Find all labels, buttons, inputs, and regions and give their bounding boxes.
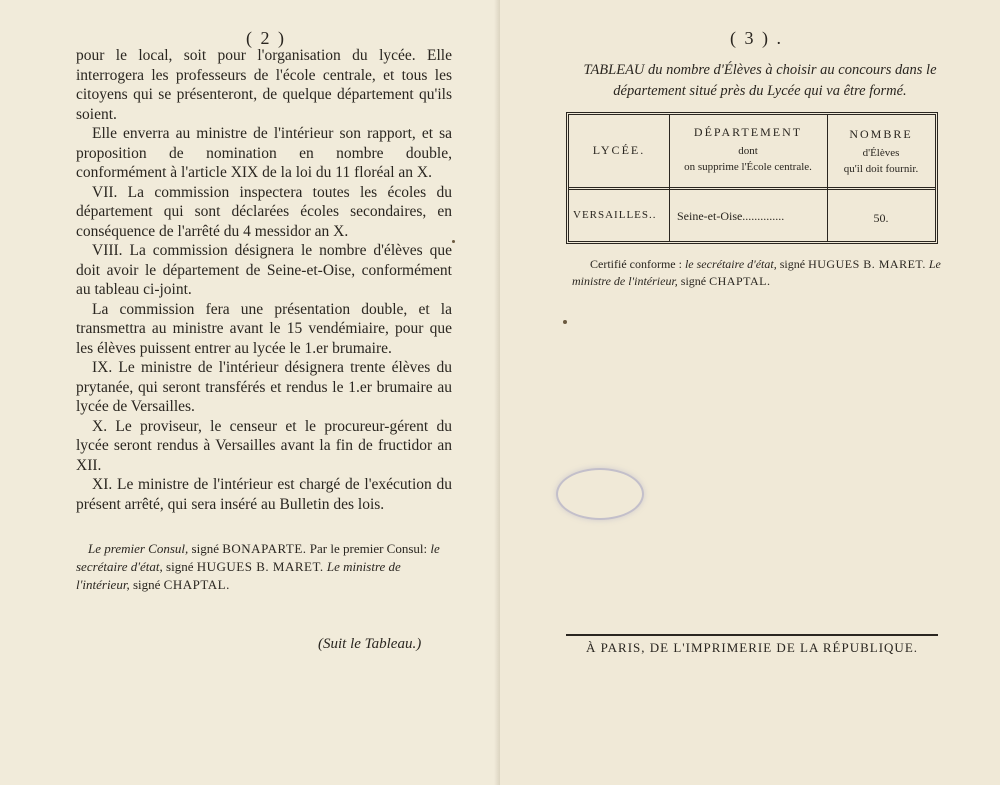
row-departement: Seine-et-Oise.............. bbox=[677, 209, 785, 223]
header-lycee: LYCÉE. bbox=[592, 143, 646, 157]
signature-block bbox=[76, 540, 456, 594]
signature-maret: HUGUES B. MARET. bbox=[808, 257, 926, 271]
signe-word: signé bbox=[191, 541, 219, 556]
paragraph: XI. Le ministre de l'intérieur est chargé de l'exécution du présent arrêté, qui sera inséré au Bulletin des lois. bbox=[76, 476, 452, 513]
header-nombre-sub1: d'Élèves bbox=[862, 147, 900, 159]
paragraph: La commission fera une présentation double, et la transmettra au ministre avant le 15 vendémiaire, pour que les élèves puissent entrer au lycée le 1.er brumaire. bbox=[76, 300, 452, 357]
header-nombre: NOMBRE bbox=[849, 127, 913, 141]
page-number-left: ( 2 ) bbox=[246, 28, 286, 48]
par-le-consul: Par le premier Consul: bbox=[309, 541, 428, 556]
header-departement: DÉPARTEMENT bbox=[693, 125, 803, 139]
paragraph: VIII. La commission désignera le nombre d'élèves que doit avoir le département de Seine-et-Oise, conformément au tableau ci-joint. bbox=[76, 242, 452, 298]
paragraph: Elle enverra au ministre de l'intérieur son rapport, et sa proposition de nomination en nombre double, conformément à l'article XIX de la loi du 11 floréal an X. bbox=[76, 125, 452, 181]
paper-speck bbox=[563, 320, 567, 324]
row-nombre: 50. bbox=[873, 211, 889, 225]
page-number-right: ( 3 ) . bbox=[730, 28, 783, 48]
imprint-rule bbox=[566, 634, 938, 636]
ministre-label: Le ministre de l'intérieur, bbox=[76, 559, 401, 592]
paragraph: X. Le proviseur, le censeur et le procureur-gérent du lycée seront rendus à Versailles avant la fin de fructidor an XII. bbox=[76, 417, 452, 474]
consul-label: Le premier Consul, bbox=[88, 541, 189, 556]
signe-word: signé bbox=[779, 257, 806, 271]
certification-block bbox=[572, 256, 952, 290]
paragraph: IX. Le ministre de l'intérieur désignera trente élèves du prytanée, qui seront transférés et rendus le 1.er brumaire au lycée de Versailles. bbox=[76, 359, 452, 415]
header-departement-sub1: dont bbox=[738, 145, 758, 157]
signature-bonaparte: BONAPARTE. bbox=[222, 541, 307, 556]
left-body-text bbox=[76, 46, 452, 514]
signature-chaptal: CHAPTAL. bbox=[163, 577, 230, 592]
secretaire-label: le secrétaire d'état, bbox=[684, 257, 777, 271]
signature-maret: HUGUES B. MARET. bbox=[196, 559, 324, 574]
signature-chaptal: CHAPTAL. bbox=[709, 274, 771, 288]
suit-le-tableau: (Suit le Tableau.) bbox=[318, 636, 422, 652]
secretaire-label: le secrétaire d'état, bbox=[76, 541, 440, 574]
printer-imprint: À PARIS, DE L'IMPRIMERIE DE LA RÉPUBLIQUE. bbox=[585, 640, 919, 655]
paragraph: VII. La commission inspectera toutes les écoles du département qui sont déclarées écoles secondaires, en conséquence de l'arrêté du 4 messidor an X. bbox=[76, 183, 452, 240]
paper-speck bbox=[452, 240, 455, 243]
signe-word: signé bbox=[132, 577, 161, 592]
row-lycee: VERSAILLES.. bbox=[573, 209, 657, 221]
header-nombre-sub2: qu'il doit fournir. bbox=[843, 163, 919, 175]
paragraph: pour le local, soit pour l'organisation du lycée. Elle interrogera les professeurs de l'école centrale, et tous les citoyens qui se présenteront, de quelque département qu'ils soient. bbox=[76, 47, 452, 123]
signe-word: signé bbox=[680, 274, 707, 288]
certifie-label: Certifié conforme : bbox=[590, 257, 682, 271]
header-departement-sub2: on supprime l'École centrale. bbox=[684, 161, 812, 173]
signe-word: signé bbox=[166, 559, 194, 574]
library-stamp bbox=[556, 468, 644, 520]
students-table bbox=[566, 112, 938, 244]
table-caption: TABLEAU du nombre d'Élèves à choisir au concours dans le département situé près du Lycée qui va être formé. bbox=[583, 62, 937, 99]
header-divider bbox=[569, 187, 935, 190]
right-page bbox=[500, 0, 1000, 785]
ministre-label: Le ministre de l'intérieur, bbox=[572, 257, 941, 288]
